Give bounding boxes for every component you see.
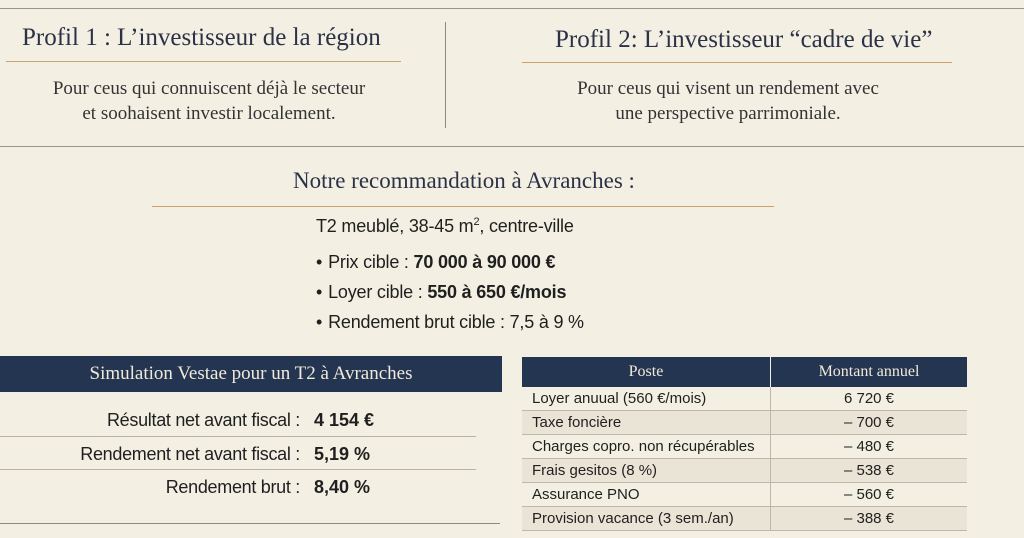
poste-cell: Assurance PNO <box>522 483 771 507</box>
table-row <box>522 387 967 411</box>
simulation-bottom-rule <box>0 523 500 524</box>
simulation-label: Rendement net avant fiscal : <box>80 444 300 464</box>
top-rule <box>0 8 1024 9</box>
headline-suffix: , centre-ville <box>479 216 574 236</box>
amount-cell: – 560 € <box>771 483 968 507</box>
amount-cell: – 700 € <box>771 411 968 435</box>
headline-superscript: 2 <box>473 216 480 228</box>
profile-2-title: Profil 2: L’investisseur “cadre de vie” <box>555 26 933 53</box>
profile-2-desc-line-1: Pour ceus qui visent un rendement avec <box>577 78 879 99</box>
recommendation-block <box>316 216 584 337</box>
recommendation-title: Notre recommandation à Avranches : <box>293 168 635 193</box>
profile-1-desc-line-1: Pour ceus qui connuiscent déjà le secteur <box>52 78 366 99</box>
simulation-label: Résultat net avant fiscal : <box>106 410 300 430</box>
simulation-label: Rendement brut : <box>165 477 300 497</box>
section-rule <box>0 146 1024 147</box>
poste-cell: Loyer anuual (560 €/mois) <box>522 387 771 411</box>
profile-1-description <box>0 76 418 126</box>
table-row <box>522 435 967 459</box>
bullet-label: Rendement brut cible : <box>328 312 510 332</box>
bullet-label: Prix cible : <box>328 252 414 272</box>
simulation-value: 8,40 % <box>314 477 371 497</box>
poste-cell: Frais gesitos (8 %) <box>522 459 771 483</box>
bullet-dot: • <box>316 312 323 332</box>
profile-2-desc-line-2: une perspective parrimoniale. <box>615 103 841 124</box>
profile-1-underline <box>6 61 401 62</box>
amount-cell: – 480 € <box>771 435 968 459</box>
poste-cell: Taxe foncière <box>522 411 771 435</box>
poste-cell: Provision vacance (3 sem./an) <box>522 507 771 531</box>
costs-table-header-row <box>522 357 967 387</box>
simulation-value: 5,19 % <box>314 444 371 464</box>
simulation-row-rendement-net <box>0 438 476 470</box>
bullet-prix-cible <box>316 247 584 277</box>
profile-1-desc-line-2: et soohaisent investir localement. <box>82 103 336 124</box>
recommendation-underline <box>152 206 774 207</box>
column-header-montant: Montant annuel <box>771 357 968 387</box>
column-header-poste: Poste <box>522 357 771 387</box>
simulation-row-rendement-brut <box>0 471 476 503</box>
simulation-separator <box>0 436 476 437</box>
simulation-header: Simulation Vestae pour un T2 à Avranches <box>0 356 502 392</box>
bullet-label: Loyer cible : <box>328 282 428 302</box>
profiles-divider <box>445 22 446 128</box>
bullet-value: 7,5 à 9 % <box>509 312 584 332</box>
amount-cell: – 538 € <box>771 459 968 483</box>
bullet-rendement-brut-cible <box>316 307 584 337</box>
simulation-row-resultat-net <box>0 404 476 436</box>
profile-1-title: Profil 1 : L’investisseur de la région <box>22 24 381 51</box>
amount-cell: 6 720 € <box>771 387 968 411</box>
bullet-dot: • <box>316 282 323 302</box>
profile-2-underline <box>522 62 952 63</box>
headline-prefix: T2 meublé, 38-45 m <box>316 216 474 236</box>
table-row <box>522 507 967 531</box>
recommendation-headline <box>316 216 584 237</box>
costs-table <box>522 357 967 531</box>
bullet-value: 550 à 650 €/mois <box>427 282 567 302</box>
simulation-separator <box>0 469 476 470</box>
bullet-loyer-cible <box>316 277 584 307</box>
poste-cell: Charges copro. non récupérables <box>522 435 771 459</box>
simulation-value: 4 154 € <box>314 410 375 430</box>
profile-2-description <box>500 76 956 126</box>
table-row <box>522 483 967 507</box>
bullet-value: 70 000 à 90 000 € <box>413 252 556 272</box>
table-row <box>522 411 967 435</box>
amount-cell: – 388 € <box>771 507 968 531</box>
table-row <box>522 459 967 483</box>
bullet-dot: • <box>316 252 323 272</box>
